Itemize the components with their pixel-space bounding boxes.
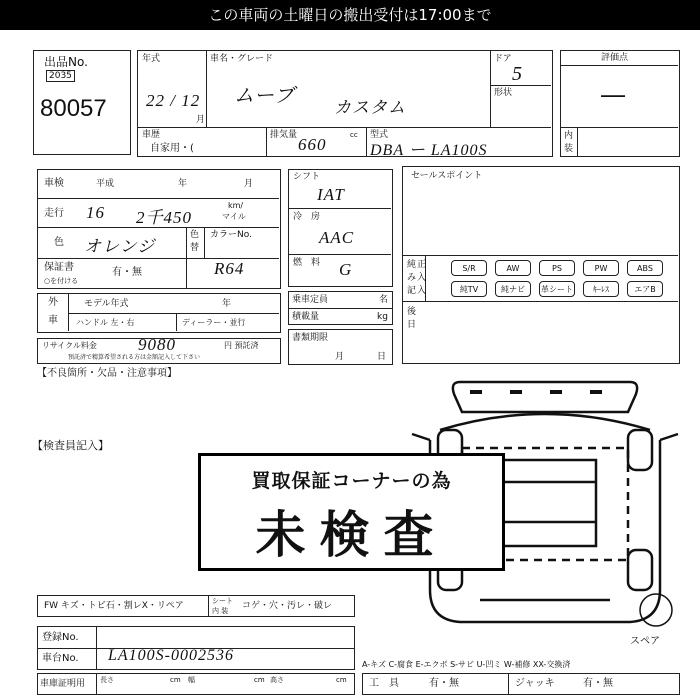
mileage-label: 走行 [44, 208, 64, 219]
banner: この車両の土曜日の搬出受付は17:00まで [0, 0, 700, 30]
ac-value: AAC [319, 228, 355, 247]
equip-label-6: 入 [417, 286, 427, 296]
lot-number: 80057 [40, 95, 107, 122]
shift-value: IAT [317, 185, 345, 204]
jack-label: ジャッキ [515, 678, 555, 689]
chassis-label: 車台No. [42, 653, 79, 664]
seat-text: コゲ・穴・汚レ・破レ [242, 601, 333, 611]
stamp-line1: 買取保証コーナーの為 [251, 470, 452, 492]
color-label: 色 [54, 237, 64, 248]
color-no-label: カラーNo. [210, 230, 252, 240]
grade-value: カスタム [334, 98, 406, 117]
mileage-man: 16 [86, 203, 105, 222]
fuel-label: 燃 料 [293, 258, 321, 268]
lot-sub: 2035 [46, 70, 75, 82]
option-abs: ABS [627, 260, 663, 276]
rear-label-2: 日 [407, 320, 417, 330]
option-navi: 純ナビ [495, 281, 531, 297]
recycle-box [37, 335, 281, 364]
lot-label: 出品No. [44, 55, 88, 69]
inspection-month: 月 [244, 179, 254, 189]
year-value: 22 / 12 [146, 91, 201, 110]
option-leather: 革シート [539, 281, 575, 297]
docs-box [288, 329, 393, 365]
import-box [37, 293, 281, 333]
shape-label: 形状 [494, 88, 513, 98]
name-label: 車名・グレード [210, 54, 274, 64]
inspector-label: 【検査員記入】 [32, 439, 109, 452]
option-pw: PW [583, 260, 619, 276]
year-unit: 月 [196, 115, 206, 125]
option-airbag: エアB [627, 281, 663, 297]
ac-label: 冷 房 [293, 212, 321, 222]
cert-label: 車庫証明用 [40, 679, 86, 689]
name-value: ムーブ [234, 85, 295, 107]
seat-label-2: 内 装 [212, 607, 229, 615]
shift-box [288, 169, 393, 287]
model-label: 型式 [370, 130, 389, 140]
seat-label-1: シート [212, 597, 233, 605]
import-label-1: 外 [48, 297, 58, 308]
hei-cm: cm [336, 676, 347, 684]
rear-label-1: 後 [407, 307, 417, 317]
model-value: DBA ー LA100S [370, 142, 488, 159]
chassis-value: LA100S-0002536 [108, 647, 234, 664]
tools-value: 有・無 [429, 678, 459, 689]
rating-value: ― [601, 81, 625, 109]
equip-label-2: 正 [417, 260, 427, 270]
hei-label: 高さ [270, 676, 284, 684]
specs-box [37, 169, 281, 289]
model-year-unit: 年 [222, 299, 232, 309]
color-change-2: 替 [190, 243, 200, 253]
recycle-label: リサイクル料金 [42, 341, 97, 350]
lot-box [33, 50, 131, 155]
capacity-unit: 名 [379, 295, 389, 305]
model-year-label: モデル年式 [84, 299, 129, 309]
option-aw: AW [495, 260, 531, 276]
docs-day: 日 [377, 352, 387, 362]
recycle-note: 預託済で精算希望される方は金額記入して下さい [68, 354, 201, 361]
uninspected-stamp [198, 453, 505, 571]
sales-label: セールスポイント [411, 171, 483, 181]
cc-label: cc [350, 131, 358, 139]
defects-label: 【不良箇所・欠品・注意事項】 [37, 368, 177, 379]
equip-label-5: 記 [407, 286, 417, 296]
inspection-era: 平成 [96, 179, 115, 189]
warranty-label: 保証書 [44, 262, 74, 273]
stamp-line2: 未検査 [255, 506, 448, 564]
color-no-value: R64 [214, 259, 245, 278]
docs-label: 書類期限 [292, 333, 329, 343]
option-tv: 純TV [451, 281, 487, 297]
cert-box [37, 673, 355, 695]
color-change-1: 色 [190, 230, 200, 240]
sales-box [402, 166, 680, 364]
history-label: 車歴 [142, 130, 161, 140]
fw-box [37, 595, 355, 617]
equip-label-3: み [407, 273, 417, 283]
inspection-year: 年 [178, 179, 188, 189]
interior-label-1: 内 [564, 131, 574, 141]
rating-label: 評価点 [601, 53, 629, 63]
color-value: オレンジ [84, 237, 156, 256]
displacement-value: 660 [298, 135, 327, 154]
tools-box [362, 673, 680, 695]
doors-value: 5 [512, 63, 523, 85]
recycle-unit: 円 預託済 [224, 341, 259, 350]
rating-box [560, 50, 680, 157]
fuel-value: G [339, 260, 353, 279]
reg-box [37, 626, 355, 670]
shift-label: シフト [293, 172, 321, 182]
wid-label: 幅 [188, 676, 195, 684]
spare-label: スペア [630, 636, 660, 647]
capacity-box [288, 291, 393, 325]
len-cm: cm [170, 676, 181, 684]
damage-legend: A-キズ C-腐食 E-エクボ S-サビ U-凹ミ W-補修 XX-交換済 [362, 660, 571, 669]
option-keyless: ｷｰﾚｽ [583, 281, 619, 297]
equip-label-1: 純 [407, 260, 417, 270]
mileage-value: 2千450 [136, 208, 192, 227]
option-ps: PS [539, 260, 575, 276]
warranty-sub: ○を付ける [44, 277, 79, 285]
vehicle-info-box [137, 50, 553, 157]
import-label-2: 車 [48, 315, 58, 326]
docs-month: 月 [335, 352, 345, 362]
dealer-text: ディーラー・並行 [182, 318, 246, 327]
year-label: 年式 [142, 54, 161, 64]
load-unit: kg [377, 312, 388, 322]
len-label: 長さ [100, 676, 114, 684]
mileage-unit-mile: マイル [222, 212, 246, 221]
displacement-label: 排気量 [270, 130, 298, 140]
warranty-value: 有・無 [112, 267, 142, 278]
mileage-unit-km: km/ [228, 201, 244, 210]
inspection-label: 車検 [44, 178, 64, 189]
reg-label: 登録No. [42, 632, 79, 643]
equip-label-4: 入 [417, 273, 427, 283]
load-label: 積載量 [292, 312, 320, 322]
fw-text: FW キズ・トビ石・割レX・リペア [44, 601, 184, 611]
jack-value: 有・無 [583, 678, 613, 689]
wid-cm: cm [254, 676, 265, 684]
history-value: 自家用・( [150, 143, 194, 154]
doors-label: ドア [494, 54, 512, 64]
recycle-value: 9080 [138, 335, 176, 354]
interior-label-2: 装 [564, 144, 574, 154]
tools-label: 工 具 [369, 678, 399, 689]
handle-text: ハンドル 左・右 [76, 318, 135, 327]
capacity-label: 乗車定員 [292, 295, 329, 305]
option-sr: S/R [451, 260, 487, 276]
